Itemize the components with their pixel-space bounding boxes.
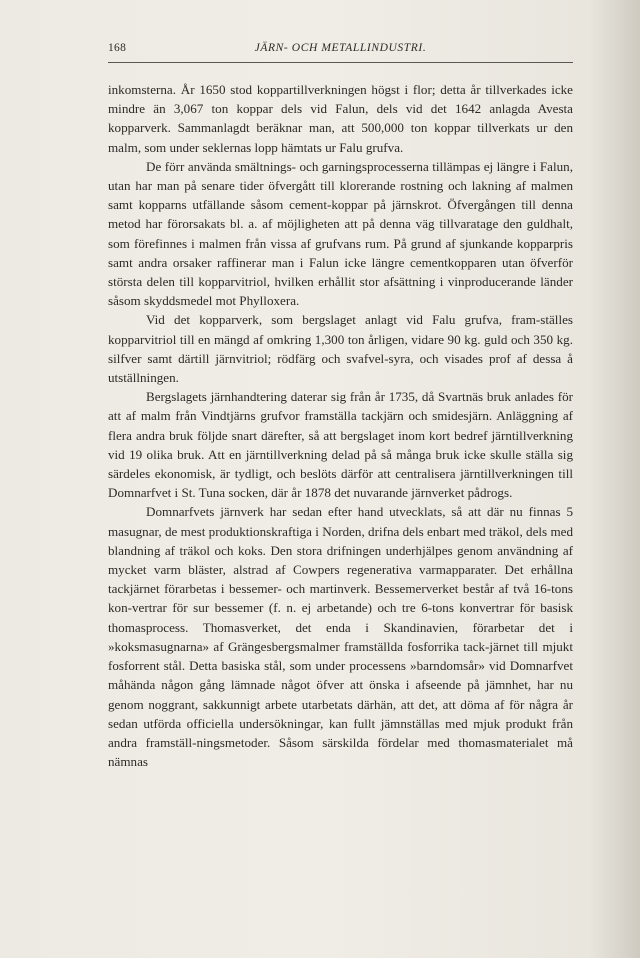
paragraph-processes: De förr använda smältnings- och garningsprocesserna tillämpas ej längre i Falun, utan har man på senare tider öfvergått till klorerande rostning och lakning af malmen samt kopparns utfällande såsom cement-koppar på järnskrot. Öfvergången till denna metod har förorsakats bl. a. af möjligheten att på denna väg tillvaratage den guldhalt, som förefinnes i malmen från vissa af grufvans rum. På grund af sjunkande kopparpris samt andra orsaker raffinerar man i Falun icke längre cementkopparen utan öfverför största delen till kopparvitriol, hvilken erhållit stor afsättning i vinproducerande länder såsom skyddsmedel mot Phylloxera. (108, 158, 573, 309)
page-number: 168 (108, 42, 127, 54)
paragraph-domnarfvet: Domnarfvets järnverk har sedan efter hand utvecklats, så att där nu finnas 5 masugnar, de mest produktionskraftiga i Norden, drifna dels enbart med träkol, dels med blandning af träkol och koks. Den stora drifningen underhjälpes genom användning af mycket varm bläster, alstrad af Cowpers regenerativa varmapparater. Det erhållna tackjärnet förarbetas i bessemer- och martinverk. Bessemerverket består af två 16-tons kon-vertrar för sur bessemer (f. n. ej arbetande) och tre 6-tons konvertrar för basisk thomasprocess. Thomasverket, det enda i Skandinavien, förarbetar det i »koksmasugnarna» af Grängesbergsmalmer framställda fosforrika tack-järnet till mjukt fosforrent stål. Detta basiska stål, som under processens »barndomsår» vid Domnarfvet måhända någon gång lämnade något öfver att önska i afseende på jämnhet, har nu genom noggrant, sakkunnigt arbete utarbetats därhän, att det, att döma af för några år sedan utförda officiella undersökningar, kan fullt jämnställas med mjuk produkt från andra framställ-ningsmetoder. Såsom särskilda fördelar med thomasmaterialet må nämnas (108, 504, 573, 770)
paragraph-continued: inkomsterna. År 1650 stod koppartillverkningen högst i flor; detta år tillverkades icke mindre än 3,067 ton koppar dels vid Falun, dels vid det 1642 anlagda Avesta kopparverk. Sammanlagdt beräknar man, att 500,000 ton koppar tillverkats ur den malm, som under seklernas lopp hämtats ur Falu grufva. (108, 82, 573, 155)
paragraph-copperworks: Vid det kopparverk, som bergslaget anlagt vid Falu grufva, fram-ställes kopparvitriol till en mängd af omkring 1,300 ton årligen, vidare 90 kg. guld och 350 kg. silfver samt därtill järnvitriol; rödfärg och svafvel-syra, och visades prof af dessa å utställningen. (108, 312, 573, 386)
running-title: JÄRN- OCH METALLINDUSTRI. (254, 42, 427, 54)
page-header (108, 42, 573, 62)
body-text (108, 80, 573, 771)
header-rule (108, 62, 573, 63)
paragraph-iron-history: Bergslagets järnhandtering daterar sig från år 1735, då Svartnäs bruk anlades för att af malm från Vindtjärns grufvor framställa tackjärn och smidesjärn. Anläggning af flera andra bruk följde snart därefter, så att bergslaget inom kort bedref järntillverkning vid 19 olika bruk. Att en järntillverkning delad på så många bruk icke skulle ställa sig särdeles ekonomisk, är tydligt, och beslöts därför att centralisera järntillverkningen till Domnarfvet i St. Tuna socken, där år 1878 det nuvarande järnverket pådrogs. (108, 389, 573, 501)
